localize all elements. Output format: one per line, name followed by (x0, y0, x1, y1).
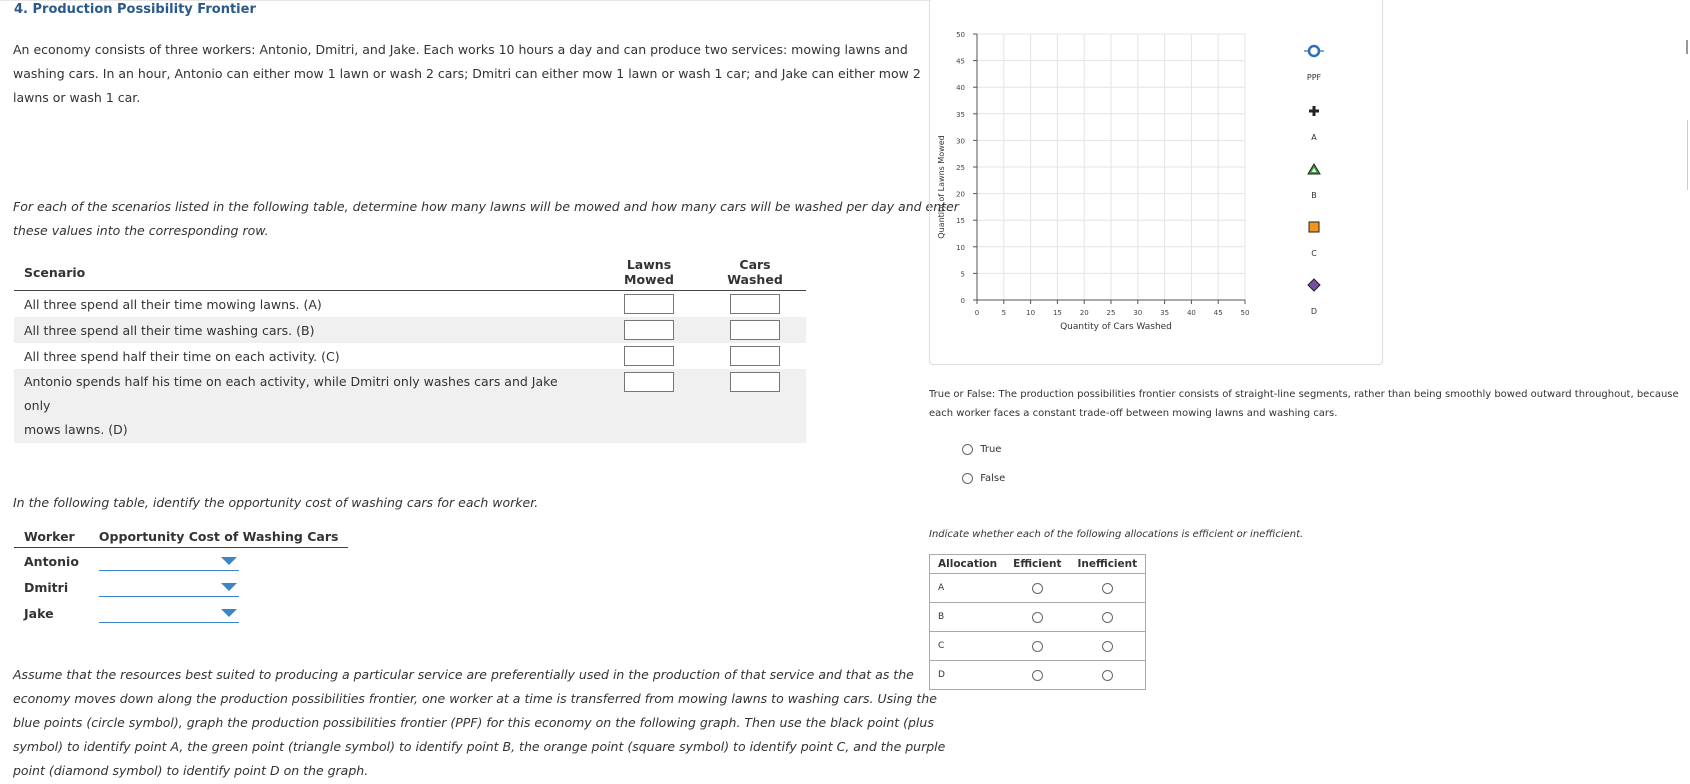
plus-icon (1309, 106, 1319, 116)
graph-panel (929, 0, 1383, 365)
palette-label: C (1311, 249, 1317, 258)
allocation-label: B (930, 603, 1006, 632)
y-tick-label: 5 (960, 270, 965, 279)
cars-input-b[interactable] (730, 320, 780, 340)
table-header-row (14, 255, 806, 291)
allocation-label: A (930, 574, 1006, 603)
palette-tool-a[interactable] (1309, 106, 1319, 142)
scenario-table (14, 255, 806, 443)
question-line: each worker faces a constant trade-off between mowing lawns and washing cars. (929, 408, 1338, 419)
table-row (14, 317, 806, 343)
scenario-text-line: mows lawns. (D) (24, 422, 128, 437)
instruction-line: symbol) to identify point A, the green point (triangle symbol) to identify point B, the orange point (square symbol) to identify point C, and the purple (13, 739, 946, 754)
false-radio[interactable] (962, 473, 973, 484)
intro-line: An economy consists of three workers: Antonio, Dmitri, and Jake. Each works 10 hours a day and can produce two services: mowing lawns and (13, 42, 908, 57)
allocation-label: D (930, 661, 1006, 690)
table-row (14, 343, 806, 369)
table-row (930, 661, 1146, 690)
y-tick-label: 35 (956, 110, 965, 119)
lawns-header: Lawns Mowed (594, 255, 704, 291)
table-header-row (930, 555, 1146, 574)
scenario-instructions (13, 195, 959, 243)
instruction-line: these values into the corresponding row. (13, 223, 269, 238)
scenario-text: All three spend all their time mowing lawns. (A) (24, 296, 322, 312)
y-tick-label: 40 (956, 84, 965, 93)
cars-input-a[interactable] (730, 294, 780, 314)
scenario-text-line: Antonio spends half his time on each activity, while Dmitri only washes cars and Jake only (24, 374, 558, 413)
x-tick-label: 5 (1001, 309, 1007, 317)
instruction-line: blue points (circle symbol), graph the production possibilities frontier (PPF) for this economy on the following graph. Then use the black point (plus (13, 715, 934, 730)
right-edge-scroll[interactable] (1684, 120, 1688, 190)
y-axis-label: Quantity of Lawns Mowed (937, 135, 946, 239)
x-axis-label: Quantity of Cars Washed (1060, 322, 1172, 332)
x-tick-label: 25 (1106, 309, 1116, 317)
instruction-line: point (diamond symbol) to identify point D on the graph. (13, 763, 369, 778)
efficient-radio-d[interactable] (1032, 670, 1043, 681)
table-row (14, 548, 348, 575)
efficient-header: Efficient (1005, 555, 1069, 574)
y-tick-label: 20 (956, 190, 965, 199)
right-edge-mark (1686, 40, 1688, 54)
y-tick-label: 15 (956, 217, 965, 226)
y-tick-label: 0 (960, 297, 965, 305)
table-row (14, 600, 348, 626)
x-tick-label: 30 (1133, 309, 1143, 317)
x-tick-label: 35 (1160, 309, 1170, 317)
x-tick-label: 50 (1240, 309, 1250, 317)
lawns-input-c[interactable] (624, 346, 674, 366)
circle-icon (1309, 46, 1319, 56)
y-tick-label: 25 (956, 164, 965, 172)
efficient-radio-b[interactable] (1032, 612, 1043, 623)
table-row (930, 574, 1146, 603)
lawns-input-d[interactable] (624, 372, 674, 392)
inefficient-radio-a[interactable] (1102, 583, 1113, 594)
palette-tool-d[interactable] (1308, 279, 1320, 316)
efficiency-table (929, 554, 1146, 690)
y-tick-label: 30 (956, 137, 965, 146)
intro-line: lawns or wash 1 car. (13, 90, 141, 105)
cars-header: Cars Washed (704, 255, 806, 291)
scenario-header: Scenario (14, 255, 594, 291)
efficient-radio-c[interactable] (1032, 641, 1043, 652)
efficiency-instructions: Indicate whether each of the following allocations is efficient or inefficient. (929, 529, 1304, 540)
palette-tool-c[interactable] (1309, 222, 1319, 258)
x-tick-label: 0 (974, 309, 980, 317)
inefficient-header: Inefficient (1069, 555, 1145, 574)
x-tick-label: 10 (1026, 309, 1036, 317)
false-label: False (980, 473, 1006, 484)
opportunity-cost-table (14, 526, 348, 626)
oc-instructions: In the following table, identify the opportunity cost of washing cars for each worker. (13, 495, 539, 510)
instruction-line: Assume that the resources best suited to producing a particular service are preferentially used in the production of that service and that as the (13, 667, 914, 682)
worker-name: Dmitri (24, 579, 69, 595)
ppf-chart[interactable] (930, 0, 1382, 364)
worker-name: Jake (24, 605, 54, 621)
palette-label: B (1311, 191, 1317, 200)
palette-tool-b[interactable] (1308, 164, 1320, 200)
instruction-line: For each of the scenarios listed in the following table, determine how many lawns will be mowed and how many cars will be washed per day and enter (13, 199, 959, 214)
chevron-down-icon (221, 609, 237, 617)
inefficient-radio-d[interactable] (1102, 670, 1113, 681)
cars-input-c[interactable] (730, 346, 780, 366)
chevron-down-icon (221, 557, 237, 565)
chevron-down-icon (221, 583, 237, 591)
lawns-input-b[interactable] (624, 320, 674, 340)
question-line: True or False: The production possibilities frontier consists of straight-line segments, rather than being smoothly bowed outward throughout, because (929, 389, 1679, 400)
palette-label: A (1311, 133, 1317, 142)
diamond-icon (1308, 279, 1320, 291)
false-option[interactable] (962, 469, 1005, 488)
x-tick-label: 20 (1079, 309, 1089, 317)
oc-dropdown-antonio[interactable] (99, 551, 239, 571)
intro-text (13, 38, 921, 110)
page-title: 4. Production Possibility Frontier (14, 2, 256, 17)
intro-line: washing cars. In an hour, Antonio can either mow 1 lawn or wash 2 cars; Dmitri can either mow 1 lawn or wash 1 car; and Jake can either mow 2 (13, 66, 921, 81)
y-tick-label: 45 (956, 57, 965, 66)
scenario-text (14, 369, 594, 443)
palette-label: PPF (1306, 73, 1322, 82)
allocation-label: C (930, 632, 1006, 661)
table-row (14, 574, 348, 600)
graph-instructions (13, 663, 945, 783)
x-tick-label: 45 (1213, 309, 1223, 317)
lawns-input-a[interactable] (624, 294, 674, 314)
allocation-header: Allocation (930, 555, 1006, 574)
worker-header: Worker (14, 526, 89, 548)
scenario-text: All three spend all their time washing cars. (B) (14, 317, 594, 343)
scenario-text: All three spend half their time on each activity. (C) (24, 348, 340, 364)
oc-dropdown-jake[interactable] (99, 603, 239, 623)
true-radio[interactable] (962, 444, 973, 455)
worker-name: Antonio (24, 553, 79, 569)
efficient-radio-a[interactable] (1032, 583, 1043, 594)
true-option[interactable] (962, 440, 1001, 459)
true-label: True (980, 444, 1002, 455)
inefficient-radio-b[interactable] (1102, 612, 1113, 623)
table-row (14, 291, 806, 318)
x-tick-label: 15 (1052, 309, 1062, 317)
palette-tool-ppf[interactable] (1304, 46, 1324, 82)
oc-dropdown-dmitri[interactable] (99, 577, 239, 597)
palette-label: D (1310, 307, 1318, 316)
table-row (930, 603, 1146, 632)
oc-header: Opportunity Cost of Washing Cars (89, 526, 349, 548)
cars-input-d[interactable] (730, 372, 780, 392)
x-tick-label: 40 (1186, 309, 1196, 317)
square-icon (1309, 222, 1319, 232)
table-row (930, 632, 1146, 661)
table-header-row (14, 526, 348, 548)
instruction-line: economy moves down along the production possibilities frontier, one worker at a time is transferred from mowing lawns to washing cars. Using the (13, 691, 937, 706)
true-false-question (929, 385, 1679, 423)
inefficient-radio-c[interactable] (1102, 641, 1113, 652)
y-tick-label: 50 (956, 31, 965, 39)
y-tick-label: 10 (956, 243, 965, 252)
table-row (14, 369, 806, 443)
